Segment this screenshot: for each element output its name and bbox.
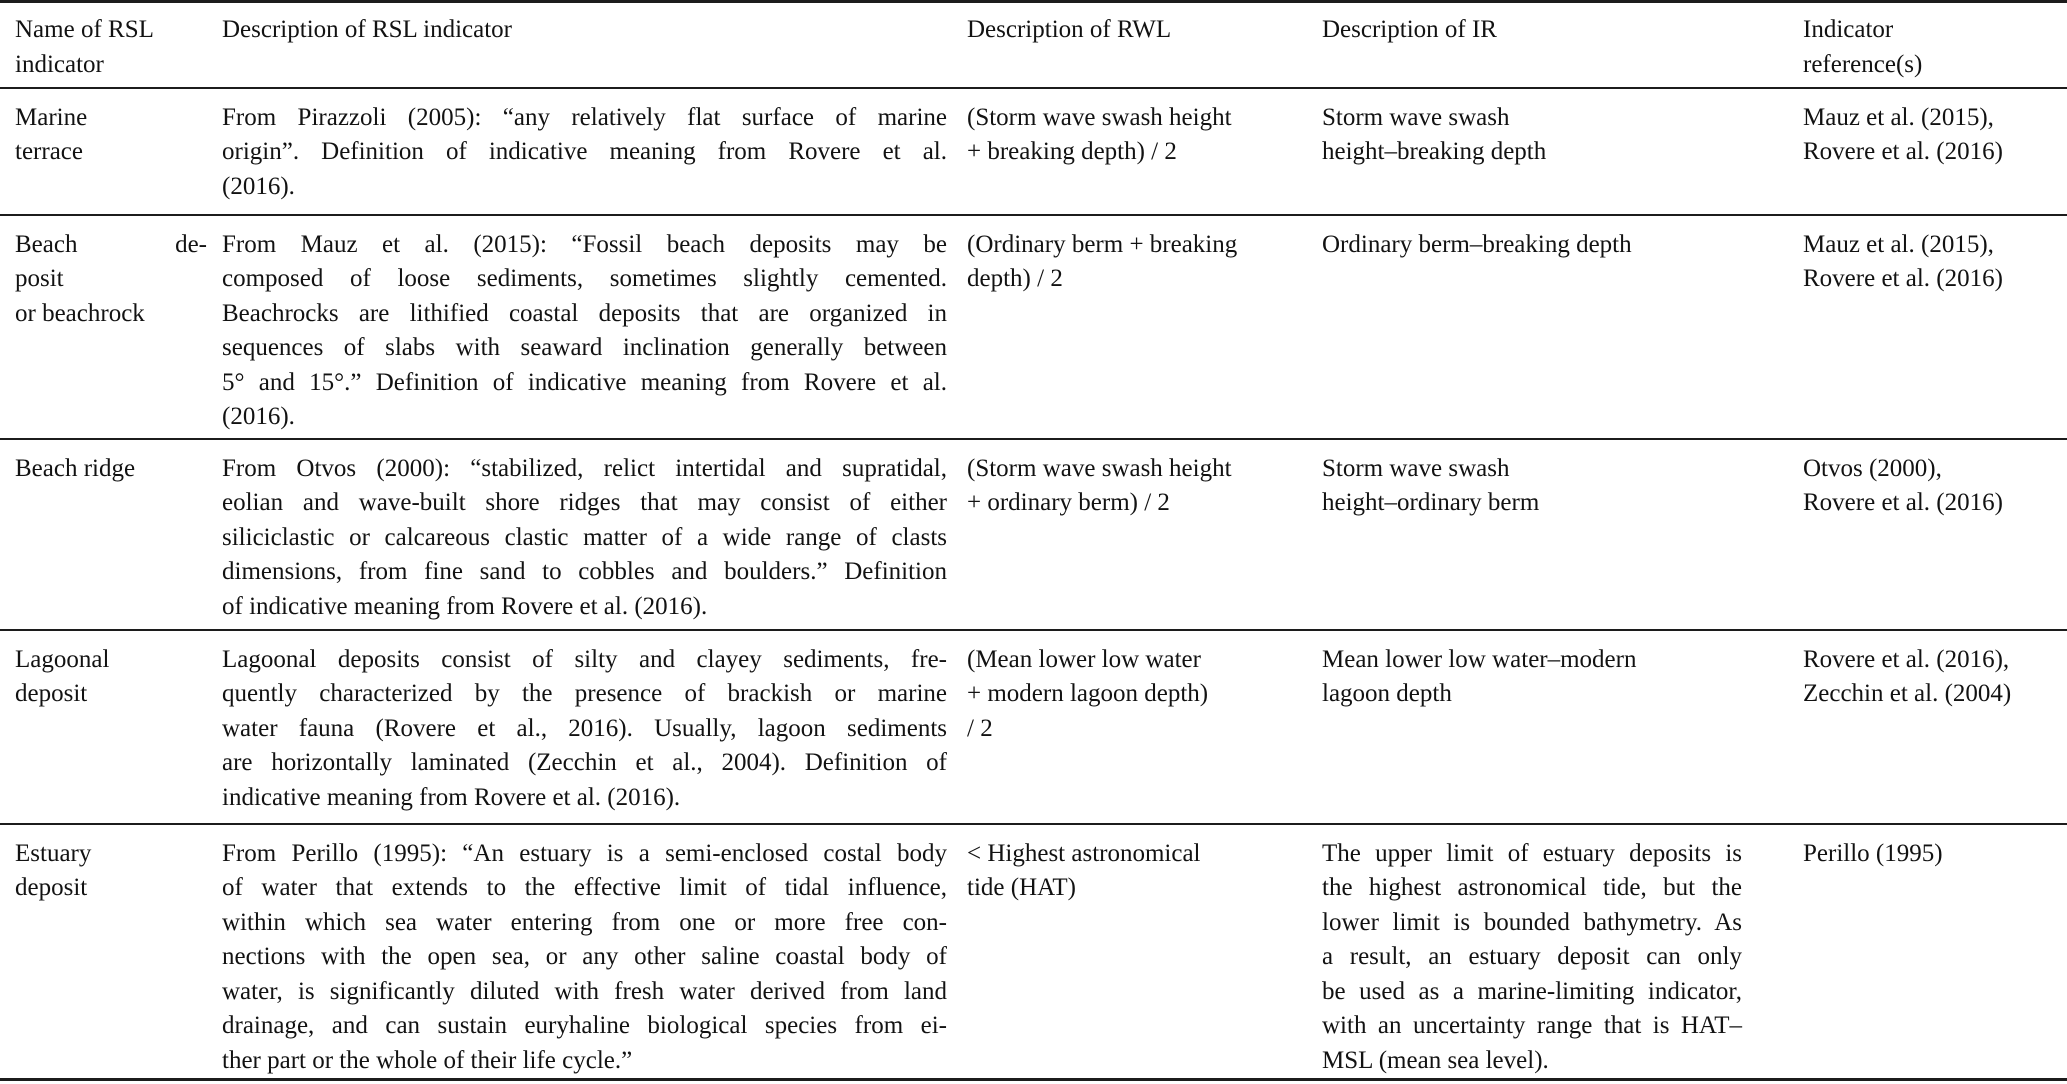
text-line: Description of IR: [1322, 16, 1497, 43]
cell-name: [0, 88, 222, 215]
text-line: are horizontally laminated (Zecchin et al., 2004). Definition of: [222, 749, 947, 776]
column-header-rsl_description: [222, 2, 967, 88]
cell-name: [0, 824, 222, 1080]
text-line: the highest astronomical tide, but the: [1322, 874, 1742, 901]
text-line: a result, an estuary deposit can only: [1322, 943, 1742, 970]
cell-ir_description: [1322, 824, 1803, 1080]
column-header-ir_description: [1322, 2, 1803, 88]
cell-references: [1803, 215, 2067, 439]
text-line: height–ordinary berm: [1322, 489, 1540, 516]
text-line: lower limit is bounded bathymetry. As: [1322, 908, 1742, 936]
text-line: deposit: [15, 680, 88, 707]
text-line: From Pirazzoli (2005): “any relatively flat surface of marine: [222, 103, 947, 131]
text-line: Beachrocks are lithified coastal deposits that are organized in: [222, 299, 947, 327]
text-line: Lagoonal deposits consist of silty and clayey sediments, fre-: [222, 645, 947, 673]
table-header: [0, 2, 2067, 88]
cell-rwl_description: [967, 824, 1322, 1080]
text-line: Rovere et al. (2016): [1803, 489, 2003, 516]
text-line: Beach de-: [15, 230, 207, 258]
text-line: dimensions, from fine sand to cobbles and boulders.” Definition: [222, 558, 947, 585]
text-line: Mauz et al. (2015),: [1803, 230, 1994, 258]
text-line: water fauna (Rovere et al., 2016). Usually, lagoon sediments: [222, 714, 947, 742]
text-line: / 2: [967, 714, 993, 742]
cell-references: [1803, 88, 2067, 215]
text-line: Mean lower low water–modern: [1322, 645, 1637, 673]
text-line: indicative meaning from Rovere et al. (2016).: [222, 783, 681, 811]
table-body: [0, 88, 2067, 1080]
text-line: (Ordinary berm + breaking: [967, 230, 1238, 258]
cell-rsl_description: [222, 824, 967, 1080]
text-line: lagoon depth: [1322, 680, 1452, 707]
text-line: or beachrock: [15, 299, 145, 327]
cell-rwl_description: [967, 215, 1322, 439]
text-line: MSL (mean sea level).: [1322, 1046, 1549, 1074]
text-line: Name of RSL: [15, 16, 154, 43]
text-line: + ordinary berm) / 2: [967, 489, 1170, 516]
text-line: composed of loose sediments, sometimes slightly cemented.: [222, 265, 947, 292]
cell-references: [1803, 439, 2067, 630]
cell-ir_description: [1322, 88, 1803, 215]
cell-rsl_description: [222, 88, 967, 215]
cell-references: [1803, 630, 2067, 824]
text-line: Rovere et al. (2016),: [1803, 645, 2010, 673]
cell-ir_description: [1322, 439, 1803, 630]
text-line: Rovere et al. (2016): [1803, 265, 2003, 292]
cell-rsl_description: [222, 215, 967, 439]
text-line: of indicative meaning from Rovere et al. (2016).: [222, 592, 708, 620]
header-row: [0, 2, 2067, 88]
text-line: height–breaking depth: [1322, 138, 1547, 165]
text-line: (Storm wave swash height: [967, 454, 1232, 482]
text-line: Rovere et al. (2016): [1803, 138, 2003, 165]
table-row: [0, 439, 2067, 630]
text-line: Lagoonal: [15, 645, 110, 673]
text-line: with an uncertainty range that is HAT–: [1322, 1012, 1742, 1039]
column-header-references: [1803, 2, 2067, 88]
text-line: quently characterized by the presence of brackish or marine: [222, 680, 947, 707]
text-line: indicator: [15, 50, 104, 78]
cell-ir_description: [1322, 630, 1803, 824]
text-line: Storm wave swash: [1322, 454, 1510, 482]
text-line: posit: [15, 265, 64, 292]
cell-rwl_description: [967, 439, 1322, 630]
cell-rsl_description: [222, 630, 967, 824]
text-line: terrace: [15, 138, 83, 165]
text-line: eolian and wave-built shore ridges that may consist of either: [222, 489, 947, 516]
text-line: depth) / 2: [967, 265, 1063, 292]
text-line: reference(s): [1803, 50, 1923, 78]
text-line: From Mauz et al. (2015): “Fossil beach deposits may be: [222, 230, 947, 258]
text-line: Perillo (1995): [1803, 839, 1943, 867]
text-line: ther part or the whole of their life cycle.”: [222, 1046, 633, 1074]
text-line: + modern lagoon depth): [967, 680, 1209, 707]
text-line: Mauz et al. (2015),: [1803, 103, 1994, 131]
text-line: Description of RSL indicator: [222, 16, 512, 43]
text-line: (Mean lower low water: [967, 645, 1201, 673]
cell-name: [0, 439, 222, 630]
cell-rwl_description: [967, 88, 1322, 215]
text-line: Ordinary berm–breaking depth: [1322, 230, 1632, 258]
text-line: sequences of slabs with seaward inclination generally between: [222, 334, 947, 361]
text-line: + breaking depth) / 2: [967, 138, 1177, 165]
text-line: Beach ridge: [15, 454, 136, 482]
cell-name: [0, 215, 222, 439]
text-line: < Highest astronomical: [967, 839, 1201, 867]
text-line: water, is significantly diluted with fresh water derived from land: [222, 977, 947, 1005]
text-line: within which sea water entering from one or more free con-: [222, 908, 947, 936]
text-line: origin”. Definition of indicative meaning from Rovere et al.: [222, 138, 947, 165]
cell-ir_description: [1322, 215, 1803, 439]
text-line: Zecchin et al. (2004): [1803, 680, 2012, 707]
text-line: of water that extends to the effective limit of tidal influence,: [222, 874, 947, 901]
text-line: From Otvos (2000): “stabilized, relict intertidal and supratidal,: [222, 454, 947, 482]
cell-name: [0, 630, 222, 824]
text-line: 5° and 15°.” Definition of indicative meaning from Rovere et al.: [222, 368, 947, 396]
text-line: (2016).: [222, 172, 295, 200]
column-header-rwl_description: [967, 2, 1322, 88]
table-row: [0, 630, 2067, 824]
cell-rsl_description: [222, 439, 967, 630]
text-line: deposit: [15, 874, 88, 901]
table-row: [0, 824, 2067, 1080]
text-line: drainage, and can sustain euryhaline biological species from ei-: [222, 1012, 947, 1039]
text-line: (2016).: [222, 403, 295, 430]
text-line: Otvos (2000),: [1803, 454, 1942, 482]
text-line: siliciclastic or calcareous clastic matter of a wide range of clasts: [222, 523, 947, 551]
text-line: From Perillo (1995): “An estuary is a semi-enclosed costal body: [222, 839, 947, 867]
text-line: Storm wave swash: [1322, 103, 1510, 131]
cell-references: [1803, 824, 2067, 1080]
column-header-name: [0, 2, 222, 88]
cell-rwl_description: [967, 630, 1322, 824]
table-row: [0, 215, 2067, 439]
text-line: be used as a marine-limiting indicator,: [1322, 977, 1742, 1005]
text-line: nections with the open sea, or any other saline coastal body of: [222, 943, 947, 970]
table-row: [0, 88, 2067, 215]
text-line: The upper limit of estuary deposits is: [1322, 839, 1742, 867]
text-line: Description of RWL: [967, 16, 1172, 43]
text-line: Indicator: [1803, 16, 1894, 43]
text-line: Marine: [15, 103, 88, 131]
text-line: tide (HAT): [967, 874, 1076, 901]
text-line: Estuary: [15, 839, 92, 867]
text-line: (Storm wave swash height: [967, 103, 1232, 131]
